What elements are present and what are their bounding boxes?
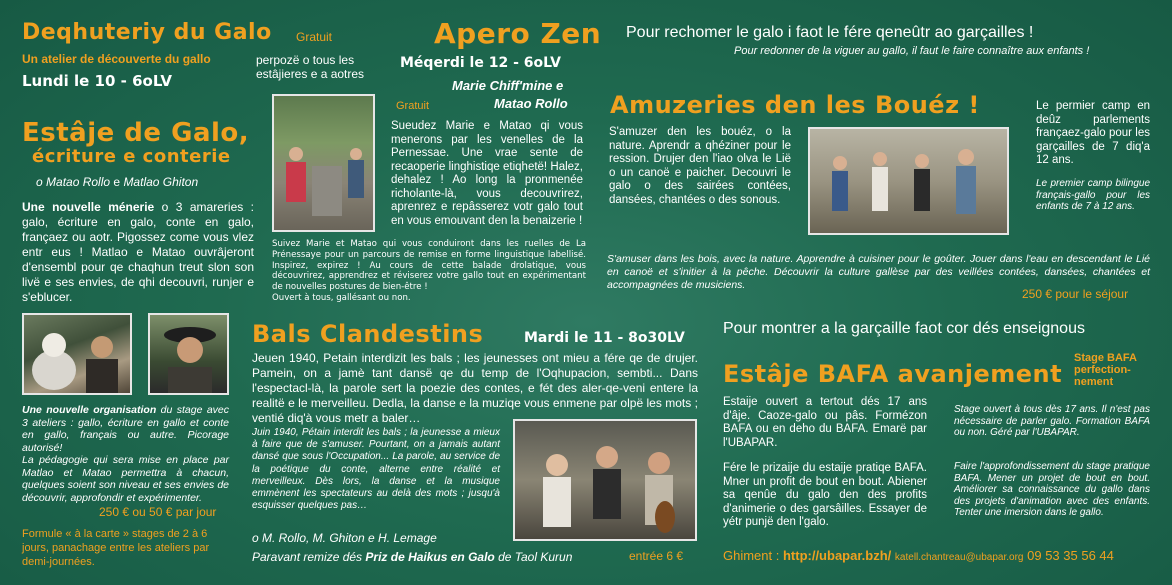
- bals-haiku-3: de Taol Kurun: [494, 550, 573, 564]
- apero-title: Apero Zen: [434, 17, 602, 50]
- stage-formula: Formule « à la carte » stages de 2 à 6 jours, panachage entre les ateliers par demi-journées.: [22, 528, 210, 568]
- stage-fr-lead: Une nouvelle organisation: [22, 404, 157, 416]
- bals-price: entrée 6 €: [629, 549, 684, 563]
- amuz-title: Amuzeries den les Bouéz !: [610, 91, 980, 119]
- atelier-free-badge: Gratuit: [296, 30, 333, 44]
- bafa-tag-line3: nement: [1074, 376, 1114, 388]
- stage-title-line1: Estâje de Galo,: [22, 118, 250, 148]
- stage-author-2: Matlao Ghiton: [123, 175, 199, 189]
- person-hat-illustration: [150, 315, 229, 395]
- apero-date: Méqerdi le 12 - 6oLV: [400, 55, 561, 71]
- contact-label: Ghiment :: [723, 548, 783, 563]
- contact-url-link[interactable]: http://ubapar.bzh/: [782, 548, 892, 563]
- dancers-illustration: [810, 129, 1009, 235]
- amuz-fr-description: S'amuser dans les bois, avec la nature. Apprendre à cuisiner pour le goûter. Jouer dans l'eau en descendant le Lié en canoë et s'initier à la pêche. Découvrir la culture gallèse par des veillées contées, dansées, chantées et accompagnées de musiciens.: [607, 253, 1150, 291]
- stage-by-and: e: [113, 175, 121, 189]
- bals-authors: o M. Rollo, M. Ghiton e H. Lemage: [252, 531, 437, 545]
- photo-matao: [148, 313, 229, 395]
- photo-bals: [513, 419, 697, 541]
- bals-haiku-2: Priz de Haikus en Galo: [365, 550, 495, 564]
- amuz-description: S'amuzer den les bouéz, o la nature. Aprendr a qhéziner pour le ression. Drujer den l'iao olva le Lië o un canoë e paicher. Decouvri le galo o des sairées contées, dansées, chantées o des sonous.: [609, 126, 791, 206]
- bals-date: Mardi le 11 - 8o30LV: [524, 330, 685, 346]
- stage-price: 250 € ou 50 € par jour: [99, 505, 217, 519]
- dog-person-illustration: [24, 315, 132, 395]
- bafa-description-1: Estaije ouvert a tertout dés 17 ans d'âje. Caoze-galo ou pâs. Formézon BAFA ou en deho du BAFA. Emarë par l'UBAPAR.: [723, 396, 927, 449]
- apero-fr-text: Suivez Marie et Matao qui vous conduiront dans les ruelles de La Prénessaye pour un parcours de remise en forme linguistique labellisé. Inspirez, expirez ! Au cours de cette balade drolatique, vous découvrirez, apprendrez et réviserez votre gallo tout en expérimentant de nouvelles postures de bien-être !: [272, 239, 586, 293]
- apero-authors-1: Marie Chiff'mine e: [452, 78, 564, 93]
- contact-line: [723, 548, 1114, 563]
- stage-lead: Une nouvelle ménerie: [22, 200, 155, 214]
- top-banner-fr: Pour redonner de la viguer au gallo, il faut le faire connaître aux enfants !: [734, 45, 1090, 57]
- people-street-illustration: [274, 96, 375, 232]
- teach-heading: Pour montrer a la garçaille faot cor dés enseignous: [723, 320, 1085, 337]
- bafa-fr-description-2: Faire l'approfondissement du stage pratique BAFA. Mener un projet de bout en bout. Améliorer sa connaissance du gallo dans des projets d'animation avec des enfants. Tenter une imersion dans le gallo.: [954, 461, 1150, 518]
- stage-author-1: Matao Rollo: [46, 175, 111, 189]
- bafa-description-2: Fére le prizaije du estaije pratiqe BAFA. Mner un profit de bout en bout. Abiener sa qenûe du galo den des profits d'animerie o des garsâilles. Essayer de yétr punjë den l'galo.: [723, 462, 927, 528]
- apero-free-badge: Gratuit: [396, 100, 430, 112]
- stage-authors: [36, 175, 198, 189]
- stage-description: [22, 200, 254, 305]
- bafa-tag-line1: Stage BAFA: [1074, 352, 1137, 364]
- stage-fr-text-1: du stage avec 3 ateliers : gallo, écriture en gallo et conte en gallo, français ou autre. Picorage autorisé!: [22, 404, 229, 454]
- top-banner-gallo: Pour rechomer le galo i faot le fére qeneûtr ao garçailles !: [626, 24, 1034, 41]
- apero-fr-description: [272, 239, 586, 304]
- apero-fr-open: Ouvert à tous, gallésant ou non.: [272, 292, 411, 303]
- photo-matlao: [22, 313, 132, 395]
- atelier-side-note: perpozë o tous les estâjieres e a aotres: [256, 53, 365, 81]
- stage-title-line2: écriture e conterie: [32, 146, 231, 167]
- bafa-fr-description-1: Stage ouvert à tous dès 17 ans. Il n'est pas nécessaire de parler galo. Formation BAFA ou non. Géré par l'UBAPAR.: [954, 404, 1150, 438]
- bals-title: Bals Clandestins: [252, 320, 484, 348]
- amuz-price: 250 € pour le séjour: [1022, 287, 1129, 301]
- stage-fr-description: [22, 404, 229, 504]
- photo-amuz: [808, 127, 1009, 235]
- atelier-title: Deqhuteriy du Galo: [22, 20, 272, 45]
- bals-haiku-note: [252, 550, 572, 564]
- camp-fr-description: Le premier camp bilingue français-gallo pour les enfants de 7 à 12 ans.: [1036, 178, 1150, 212]
- apero-authors-2: Matao Rollo: [494, 96, 568, 111]
- stage-by-prefix: o: [36, 175, 43, 189]
- atelier-date: Lundi le 10 - 6oLV: [22, 72, 172, 90]
- bafa-tag: [1074, 352, 1137, 388]
- bals-description: Jeuen 1940, Petain interdizit les bals ; les jeunesses ont mieu a fére qe de drujer. Pamein, on a jamè tant dansë qe du temp de l'Oqhupacion, sembti... Dans l'espectacl-là, la parole sert la poezie des contes, e fét des aler-qe-veni entere la realitë e le merveilleu. Dedla, la danse e la muziqe vous enmene par olpë les mots ; ventié diq'à vous metr a baler…: [252, 351, 698, 425]
- camp-description: Le permier camp en deûz parlements françaez-galo pour les garçailles de 7 diq'a 12 ans.: [1036, 100, 1150, 166]
- bafa-tag-line2: perfection-: [1074, 364, 1131, 376]
- contact-mail[interactable]: katell.chantreau@ubapar.org: [894, 552, 1024, 563]
- bafa-title: Estâje BAFA avanjement: [723, 360, 1063, 388]
- musicians-illustration: [515, 421, 697, 541]
- apero-description: Sueudez Marie e Matao qi vous menerons par les venelles de la Pernessae. Une vrae sente de recaoperie linghistiqe etiqhetë! Halez, dehalez ! Ao long la pronmenée richolante-là, vous decouvrirez, aprenrez e repâsserez votr galo tout en vous emouvant den la benaizerie !: [391, 120, 583, 227]
- stage-text: o 3 amareries : galo, écriture en galo, conte en galo, françaez ou aotr. Pigossez come vous vlez entr eus ! Matlao e Matao ouvrâjeront d'ensembl pour qe chaqhun treut slon son livë e ses envies, de qhi decouvri, runjer e s'eblucer.: [22, 200, 255, 304]
- stage-fr-text-2: La pédagogie qui sera mise en place par Matlao et Matao permettra à chacun, quelques soient son niveau et ses envies de découvrir, approfondir et expérimenter.: [22, 454, 229, 504]
- contact-phone: 09 53 35 56 44: [1027, 548, 1114, 563]
- bals-fr-description: Juin 1940, Pétain interdit les bals ; la jeunesse a mieux à faire que de s'amuser. Pourtant, on a jamais autant dansé que sous l'Occupation... La parole, au service de la poétique du conte, alterne entre réalité et merveilleux. Dès lors, la danse et la musique emmènent les spectateurs au delà des mots ; jusqu'à esquisser quelques pas…: [252, 427, 500, 512]
- photo-apero: [272, 94, 375, 232]
- bals-haiku-1: Paravant remize dés: [252, 550, 366, 564]
- atelier-subtitle: Un atelier de découverte du gallo: [22, 52, 211, 66]
